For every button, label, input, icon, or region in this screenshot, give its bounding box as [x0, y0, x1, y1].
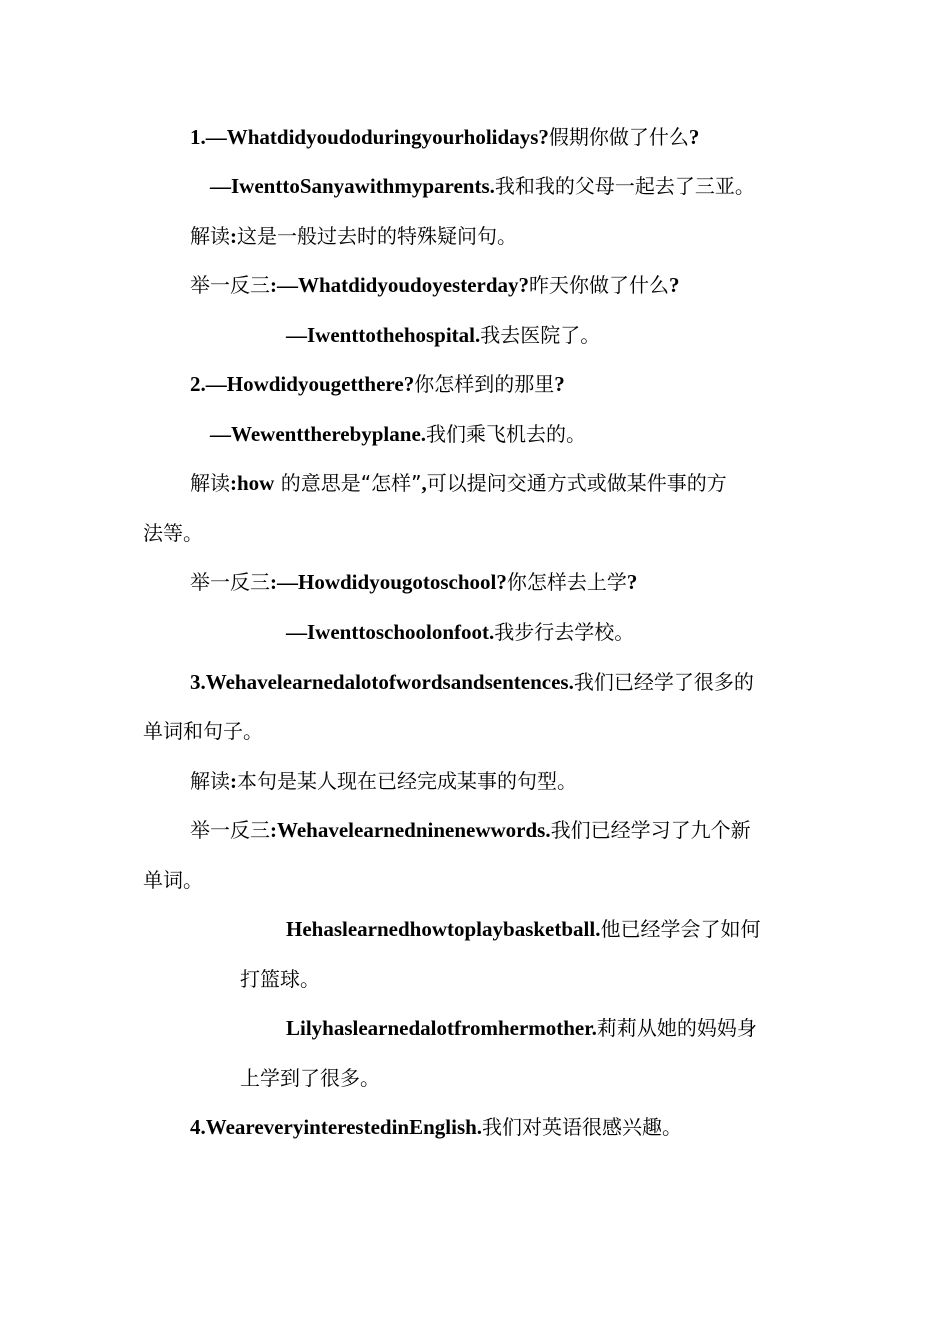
text-line-1 — [190, 122, 699, 152]
chinese-text: 我们乘飞机去的。 — [426, 422, 587, 446]
english-text: —Iwenttoschoolonfoot. — [286, 620, 495, 644]
text-line-21 — [190, 1112, 682, 1142]
chinese-text: 他已经学会了如何 — [600, 917, 761, 941]
punctuation: ? — [688, 125, 700, 149]
english-text: 3.Wehavelearnedalotofwordsandsentences. — [190, 670, 574, 694]
english-text: Wehavelearnedninenewwords. — [277, 818, 551, 842]
text-line-12 — [190, 667, 754, 697]
text-line-16 — [143, 865, 203, 895]
punctuation: : — [230, 224, 237, 248]
chinese-text: 莉莉从她的妈妈身 — [596, 1016, 757, 1040]
chinese-text: 我和我的父母一起去了三亚。 — [494, 174, 755, 198]
chinese-text: 可以提问交通方式或做某件事的方 — [426, 471, 727, 495]
chinese-text: 我们对英语很感兴趣。 — [482, 1115, 683, 1139]
punctuation: ? — [626, 570, 638, 594]
chinese-text: 上学到了很多。 — [240, 1066, 380, 1090]
chinese-text: 我们已经学了很多的 — [573, 670, 754, 694]
text-line-13 — [143, 716, 263, 746]
text-line-19 — [286, 1013, 757, 1043]
punctuation: : — [270, 273, 277, 297]
chinese-text: 假期你做了什么 — [548, 125, 689, 149]
english-text: —Howdidyougotoschool? — [277, 570, 507, 594]
text-line-7 — [210, 419, 586, 449]
chinese-text: 本句是某人现在已经完成某事的句型。 — [237, 769, 577, 793]
english-text: —Whatdidyoudoyesterday? — [277, 273, 530, 297]
punctuation: : — [270, 570, 277, 594]
text-line-11 — [286, 617, 634, 647]
text-line-3 — [190, 221, 517, 251]
text-line-8 — [190, 468, 727, 498]
english-text: Hehaslearnedhowtoplaybasketball. — [286, 917, 601, 941]
english-text: —IwenttoSanyawithmyparents. — [210, 174, 495, 198]
chinese-text: 打篮球。 — [240, 967, 320, 991]
label-text: 解读 — [190, 769, 230, 793]
text-line-15 — [190, 815, 751, 845]
text-line-4 — [190, 270, 680, 300]
text-line-14 — [190, 766, 577, 796]
punctuation: ? — [554, 372, 565, 396]
text-line-5 — [286, 320, 600, 350]
text-line-20 — [240, 1063, 380, 1093]
text-line-6 — [190, 369, 565, 399]
english-text: how — [237, 471, 275, 495]
label-text: 举一反三 — [190, 818, 270, 842]
text-line-18 — [240, 964, 320, 994]
punctuation: : — [230, 471, 237, 495]
english-text: —Wewenttherebyplane. — [210, 422, 427, 446]
chinese-text: 我步行去学校。 — [494, 620, 635, 644]
chinese-text: 这是一般过去时的特殊疑问句。 — [237, 224, 517, 248]
english-text: 2.—Howdidyougetthere? — [190, 372, 415, 396]
label-text: 举一反三 — [190, 273, 270, 297]
chinese-text: 我去医院了。 — [480, 323, 601, 347]
english-text: 4.WeareveryinterestedinEnglish. — [190, 1115, 483, 1139]
english-text: 1.—Whatdidyoudoduringyourholidays? — [190, 125, 549, 149]
label-text: 举一反三 — [190, 570, 270, 594]
chinese-text: 法等。 — [143, 521, 203, 545]
chinese-text: 我们已经学习了九个新 — [550, 818, 751, 842]
label-text: 解读 — [190, 224, 230, 248]
text-line-17 — [286, 914, 760, 944]
chinese-text: 昨天你做了什么 — [529, 273, 670, 297]
punctuation: : — [230, 769, 237, 793]
punctuation: : — [270, 818, 277, 842]
chinese-text: 你怎样到的那里 — [414, 372, 555, 396]
text-line-9 — [143, 518, 203, 548]
label-text: 解读 — [190, 471, 230, 495]
chinese-text: 单词。 — [143, 868, 203, 892]
punctuation: , — [421, 471, 427, 495]
english-text: —Iwenttothehospital. — [286, 323, 481, 347]
text-line-10 — [190, 567, 637, 597]
english-text: Lilyhaslearnedalotfromhermother. — [286, 1016, 597, 1040]
punctuation: ? — [669, 273, 680, 297]
chinese-text: 的意思是“怎样” — [274, 471, 422, 495]
text-line-2 — [210, 171, 755, 201]
chinese-text: 单词和句子。 — [143, 719, 263, 743]
chinese-text: 你怎样去上学 — [506, 570, 627, 594]
